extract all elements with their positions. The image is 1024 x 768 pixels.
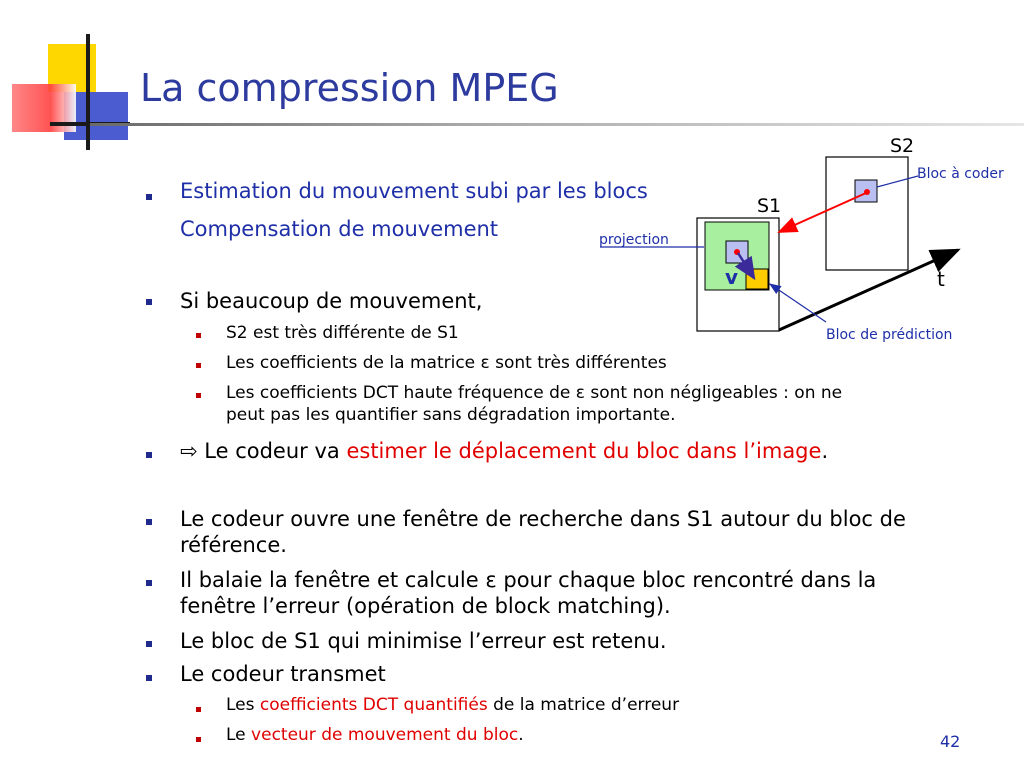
text: Il balaie la fenêtre et calcule	[180, 568, 486, 592]
epsilon-symbol: ε	[575, 383, 585, 403]
text-line2: peut pas les quantifier sans dégradation importante.	[226, 405, 676, 425]
sub-bullet-s2: S2 est très différente de S1	[226, 323, 459, 343]
highlight-text: estimer le déplacement du bloc dans l’image	[346, 439, 822, 463]
bullet-mouvement: Si beaucoup de mouvement,	[180, 289, 483, 313]
text: .	[821, 439, 829, 463]
arrow-right-icon: ⇨	[180, 439, 198, 463]
page-title: La compression MPEG	[140, 66, 559, 110]
frame-s2-label: S2	[890, 135, 915, 157]
frame-s1-label: S1	[757, 195, 782, 217]
text: sont très différentes	[489, 353, 667, 373]
motion-vector-label: v	[725, 265, 739, 289]
highlight-text: vecteur de mouvement du bloc	[251, 725, 519, 745]
highlight-text: coefficients DCT quantifiés	[259, 695, 488, 715]
epsilon-symbol: ε	[485, 568, 497, 592]
page-number: 42	[940, 732, 961, 751]
text: .	[518, 725, 524, 745]
text-line2: fenêtre l’erreur (opération de block matching).	[180, 594, 671, 618]
text: Le codeur ouvre une fenêtre de recherche dans S1 autour du bloc de	[180, 507, 906, 531]
text: Les coefficients de la matrice	[226, 353, 481, 373]
text: Les coefficients DCT haute fréquence de	[226, 383, 576, 403]
bloc-a-coder-label: Bloc à coder	[917, 166, 1004, 182]
frame-s2	[826, 157, 908, 270]
text: Le	[226, 725, 252, 745]
time-label: t	[937, 267, 945, 291]
text-line2: référence.	[180, 533, 287, 557]
bullet-transmet: Le codeur transmet	[180, 662, 386, 686]
text: sont non négligeables : on ne	[584, 383, 843, 403]
projection-label: projection	[599, 232, 669, 248]
bullet-bloc-retenu: Le bloc de S1 qui minimise l’erreur est retenu.	[180, 629, 667, 653]
bloc-prediction-label: Bloc de prédiction	[826, 327, 953, 343]
text: de la matrice d’erreur	[487, 695, 680, 715]
text: pour chaque bloc rencontré dans la	[496, 568, 877, 592]
epsilon-symbol: ε	[480, 353, 490, 373]
text: Les	[226, 695, 260, 715]
text: Le codeur va	[197, 439, 347, 463]
bullet-text-line2: Compensation de mouvement	[180, 217, 499, 241]
bullet-text: Estimation du mouvement subi par les blocs	[180, 179, 648, 203]
